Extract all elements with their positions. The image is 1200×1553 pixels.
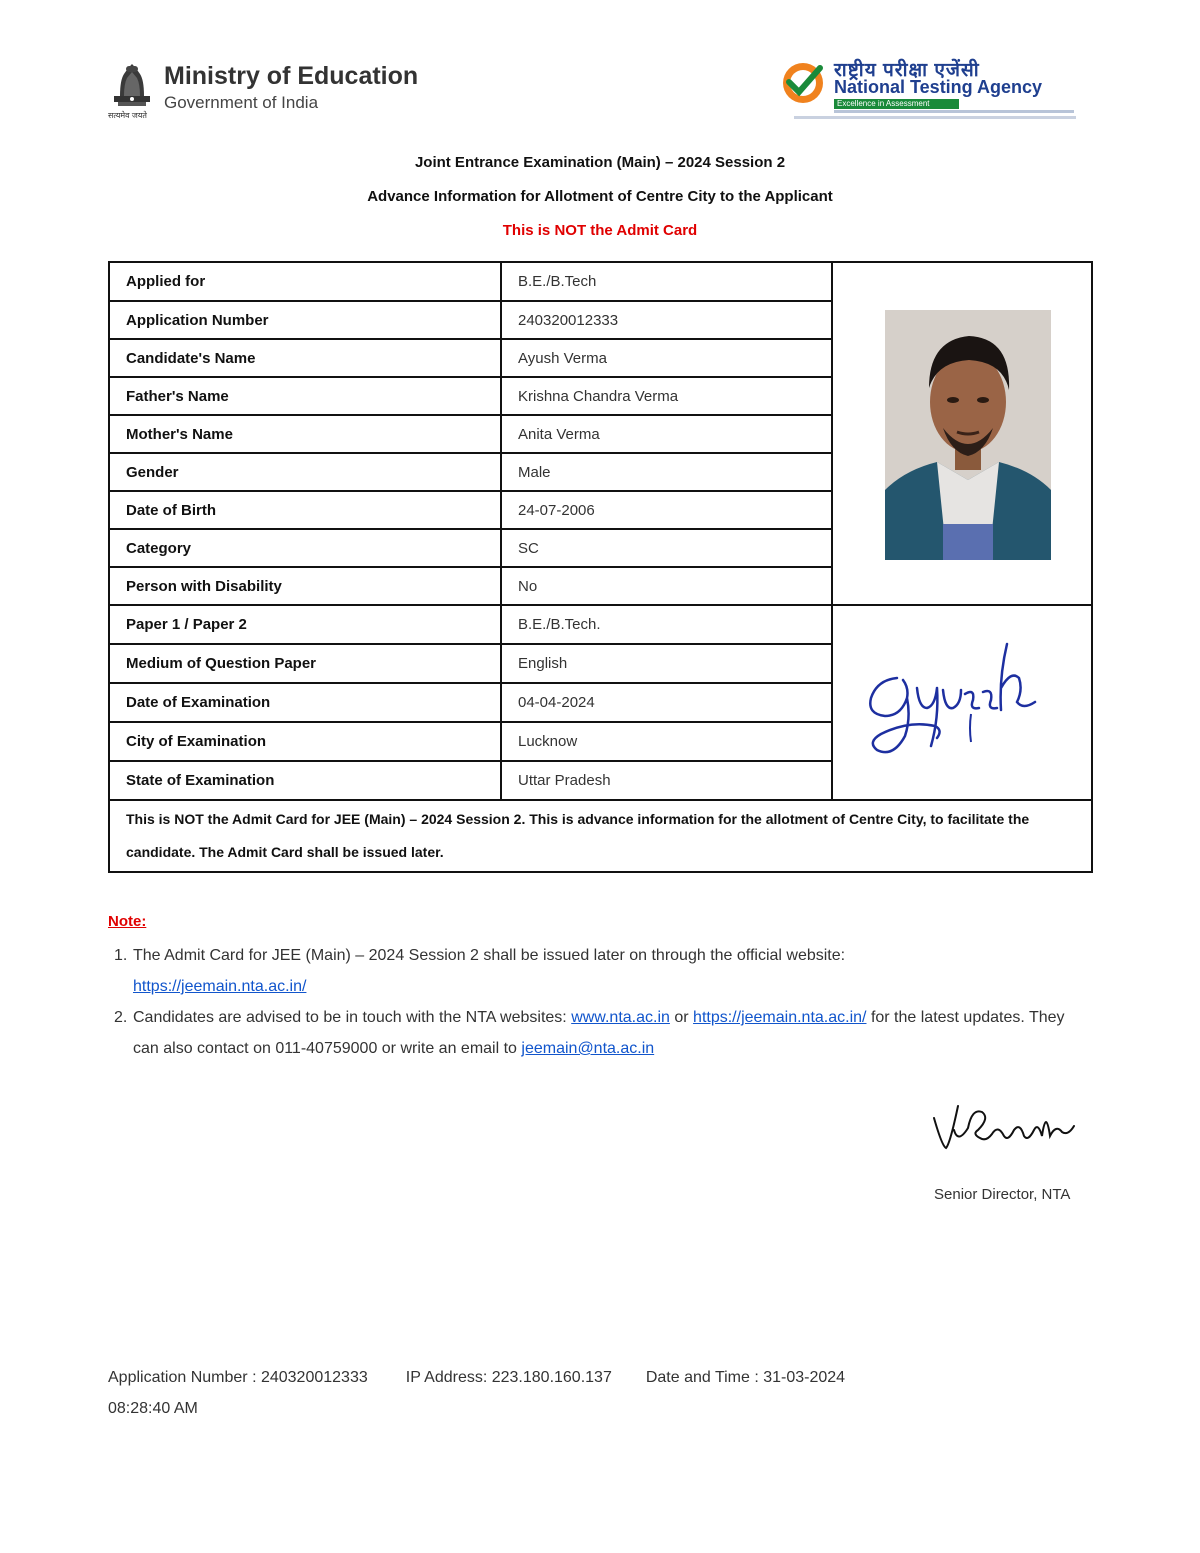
agency-name: National Testing Agency xyxy=(834,77,1043,97)
row-label: Gender xyxy=(109,453,501,491)
ministry-title: Ministry of Education xyxy=(164,62,419,90)
row-label: City of Examination xyxy=(109,722,501,761)
row-value: Uttar Pradesh xyxy=(501,761,832,800)
footer-line xyxy=(108,1369,845,1387)
row-value: Krishna Chandra Verma xyxy=(501,377,832,415)
row-value: B.E./B.Tech xyxy=(501,262,832,301)
jeemain-website-link[interactable]: https://jeemain.nta.ac.in/ xyxy=(133,978,307,995)
note-text-2: for the latest updates. They can also contact on 011-40759000 or write an email to xyxy=(133,1009,1065,1057)
row-value: English xyxy=(501,644,832,683)
photo-cell xyxy=(832,262,1092,605)
row-label: Category xyxy=(109,529,501,567)
nta-logo-icon xyxy=(780,60,826,106)
notes-title: Note: xyxy=(108,913,147,930)
ministry-subtitle: Government of India xyxy=(164,93,319,112)
row-label: Paper 1 / Paper 2 xyxy=(109,605,501,644)
notes-list xyxy=(114,940,1089,1064)
footer-ip-address: IP Address: 223.180.160.137 xyxy=(405,1369,612,1386)
row-value: Anita Verma xyxy=(501,415,832,453)
row-value: Male xyxy=(501,453,832,491)
email-link[interactable]: jeemain@nta.ac.in xyxy=(521,1040,655,1057)
candidate-photo xyxy=(885,310,1051,560)
row-value: Lucknow xyxy=(501,722,832,761)
document-subtitle: Advance Information for Allotment of Centre City to the Applicant xyxy=(367,188,833,205)
candidate-signature-image xyxy=(847,618,1077,778)
note-or: or xyxy=(674,1009,689,1026)
footer-application-number: Application Number : 240320012333 xyxy=(108,1369,368,1386)
note-number: 1. xyxy=(114,947,128,964)
note-number: 2. xyxy=(114,1009,128,1026)
row-label: Candidate's Name xyxy=(109,339,501,377)
note-text: Candidates are advised to be in touch with the NTA websites: xyxy=(133,1009,567,1026)
row-value: Ayush Verma xyxy=(501,339,832,377)
director-signature-image xyxy=(928,1098,1080,1154)
candidate-info-table xyxy=(108,261,1093,873)
row-label: Father's Name xyxy=(109,377,501,415)
row-value: 240320012333 xyxy=(501,301,832,339)
note-item-1 xyxy=(114,940,1089,1002)
row-label: Application Number xyxy=(109,301,501,339)
agency-fine-print xyxy=(834,110,1074,113)
row-label: Mother's Name xyxy=(109,415,501,453)
nta-header xyxy=(780,56,1090,122)
agency-hindi-name: राष्ट्रीय परीक्षा एजेंसी xyxy=(834,60,980,81)
row-value: B.E./B.Tech. xyxy=(501,605,832,644)
jeemain-website-link-2[interactable]: https://jeemain.nta.ac.in/ xyxy=(693,1009,867,1026)
row-value: 04-04-2024 xyxy=(501,683,832,722)
emblem-motto: सत्यमेव जयते xyxy=(108,111,147,120)
candidate-photo-image xyxy=(885,310,1051,560)
nta-website-link[interactable]: www.nta.ac.in xyxy=(571,1009,670,1026)
row-label: Date of Birth xyxy=(109,491,501,529)
row-value: SC xyxy=(501,529,832,567)
ministry-header xyxy=(110,58,440,120)
table-row xyxy=(109,262,1092,301)
director-designation: Senior Director, NTA xyxy=(934,1186,1071,1203)
row-label: Person with Disability xyxy=(109,567,501,605)
table-note-row xyxy=(109,800,1092,872)
table-note: This is NOT the Admit Card for JEE (Main) – 2024 Session 2. This is advance information for the allotment of Centre City, to facilitate the candidate. The Admit Card shall be issued later. xyxy=(109,800,1092,872)
agency-fine-print-2 xyxy=(794,116,1076,119)
exam-title: Joint Entrance Examination (Main) – 2024 Session 2 xyxy=(414,154,786,171)
footer-date-time: Date and Time : 31-03-2024 xyxy=(645,1369,846,1386)
row-value: 24-07-2006 xyxy=(501,491,832,529)
row-value: No xyxy=(501,567,832,605)
row-label: State of Examination xyxy=(109,761,501,800)
note-item-2 xyxy=(114,1002,1089,1064)
row-label: Date of Examination xyxy=(109,683,501,722)
row-label: Applied for xyxy=(109,262,501,301)
agency-tagline: Excellence in Assessment xyxy=(834,99,959,109)
row-label: Medium of Question Paper xyxy=(109,644,501,683)
signature-cell xyxy=(832,605,1092,800)
note-text: The Admit Card for JEE (Main) – 2024 Session 2 shall be issued later on through the official website: xyxy=(133,947,846,964)
table-row xyxy=(109,605,1092,644)
footer-time: 08:28:40 AM xyxy=(108,1400,198,1417)
not-admit-card-warning: This is NOT the Admit Card xyxy=(502,222,698,239)
